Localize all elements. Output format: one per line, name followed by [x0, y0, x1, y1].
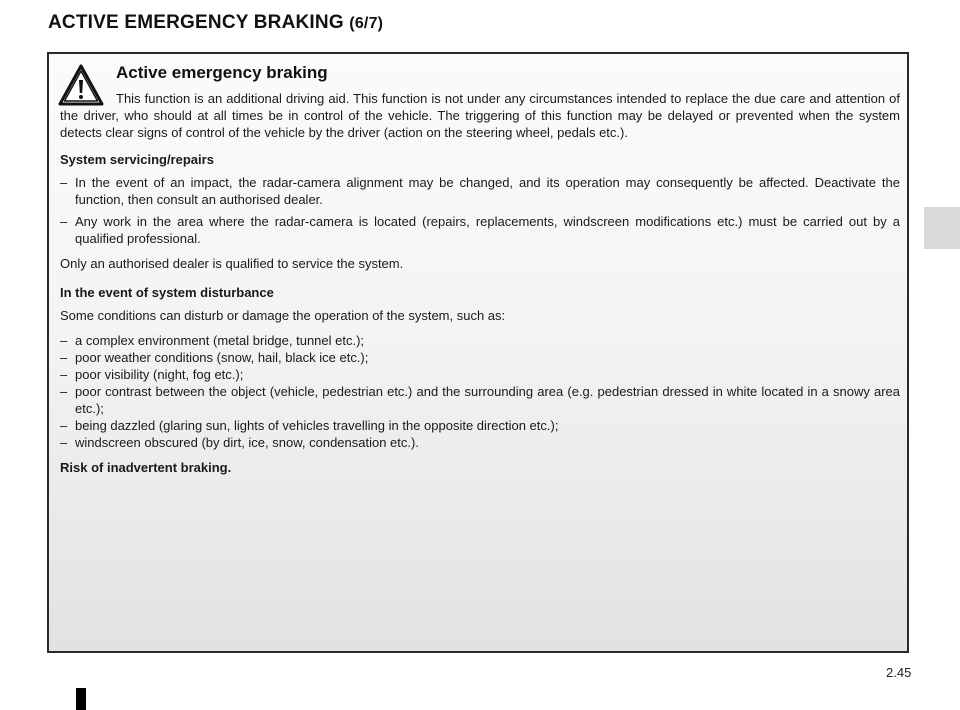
page-title	[48, 12, 383, 34]
warning-heading: Active emergency braking	[116, 63, 328, 82]
list-item	[60, 174, 900, 208]
list-item	[60, 213, 900, 247]
list-item	[60, 417, 900, 434]
list-item	[60, 366, 900, 383]
page-title-suffix: (6/7)	[349, 15, 384, 32]
list-item	[60, 383, 900, 417]
disturbance-heading: In the event of system disturbance	[60, 285, 274, 300]
warning-intro: This function is an additional driving aid. This function is not under any circumstances intended to replace the due care and attention of the driver, who should at all times be in control of the vehicle. The triggering of this function may be delayed or prevented when the system detects clear signs of control of the vehicle by the driver (action on the steering wheel, pedals etc.).	[60, 91, 900, 140]
dash: –	[60, 367, 68, 382]
list-item-text: a complex environment (metal bridge, tunnel etc.);	[75, 333, 365, 348]
dash: –	[60, 435, 68, 450]
list-item-text: poor contrast between the object (vehicle, pedestrian etc.) and the surrounding area (e.g. pedestrian dressed in white located in a snowy area etc.);	[75, 384, 900, 416]
panel-content	[60, 62, 900, 476]
dash: –	[60, 384, 68, 399]
list-item-text: Any work in the area where the radar-camera is located (repairs, replacements, windscreen modifications etc.) must be carried out by a qualified professional.	[75, 214, 900, 246]
dash: –	[60, 214, 68, 229]
warning-panel	[47, 52, 909, 653]
servicing-note: Only an authorised dealer is qualified to service the system.	[60, 256, 404, 271]
page-title-text: ACTIVE EMERGENCY BRAKING	[48, 12, 344, 33]
list-item-text: In the event of an impact, the radar-camera alignment may be changed, and its operation may consequently be affected. Deactivate the function, then consult an authorised dealer.	[75, 175, 900, 207]
dash: –	[60, 333, 68, 348]
dash: –	[60, 175, 68, 190]
list-item	[60, 349, 900, 366]
list-item	[60, 434, 900, 451]
list-item-text: windscreen obscured (by dirt, ice, snow, condensation etc.).	[75, 435, 419, 450]
page-number: 2.45	[886, 665, 912, 680]
disturbance-list	[60, 332, 900, 451]
risk-note: Risk of inadvertent braking.	[60, 460, 232, 475]
list-item-text: being dazzled (glaring sun, lights of vehicles travelling in the opposite direction etc.);	[75, 418, 559, 433]
crop-mark	[76, 688, 86, 710]
list-item	[60, 332, 900, 349]
dash: –	[60, 418, 68, 433]
section-tab	[924, 207, 960, 249]
servicing-list	[60, 174, 900, 247]
list-item-text: poor visibility (night, fog etc.);	[75, 367, 244, 382]
servicing-heading: System servicing/repairs	[60, 152, 214, 167]
dash: –	[60, 350, 68, 365]
disturbance-intro: Some conditions can disturb or damage the operation of the system, such as:	[60, 308, 506, 323]
list-item-text: poor weather conditions (snow, hail, black ice etc.);	[75, 350, 369, 365]
